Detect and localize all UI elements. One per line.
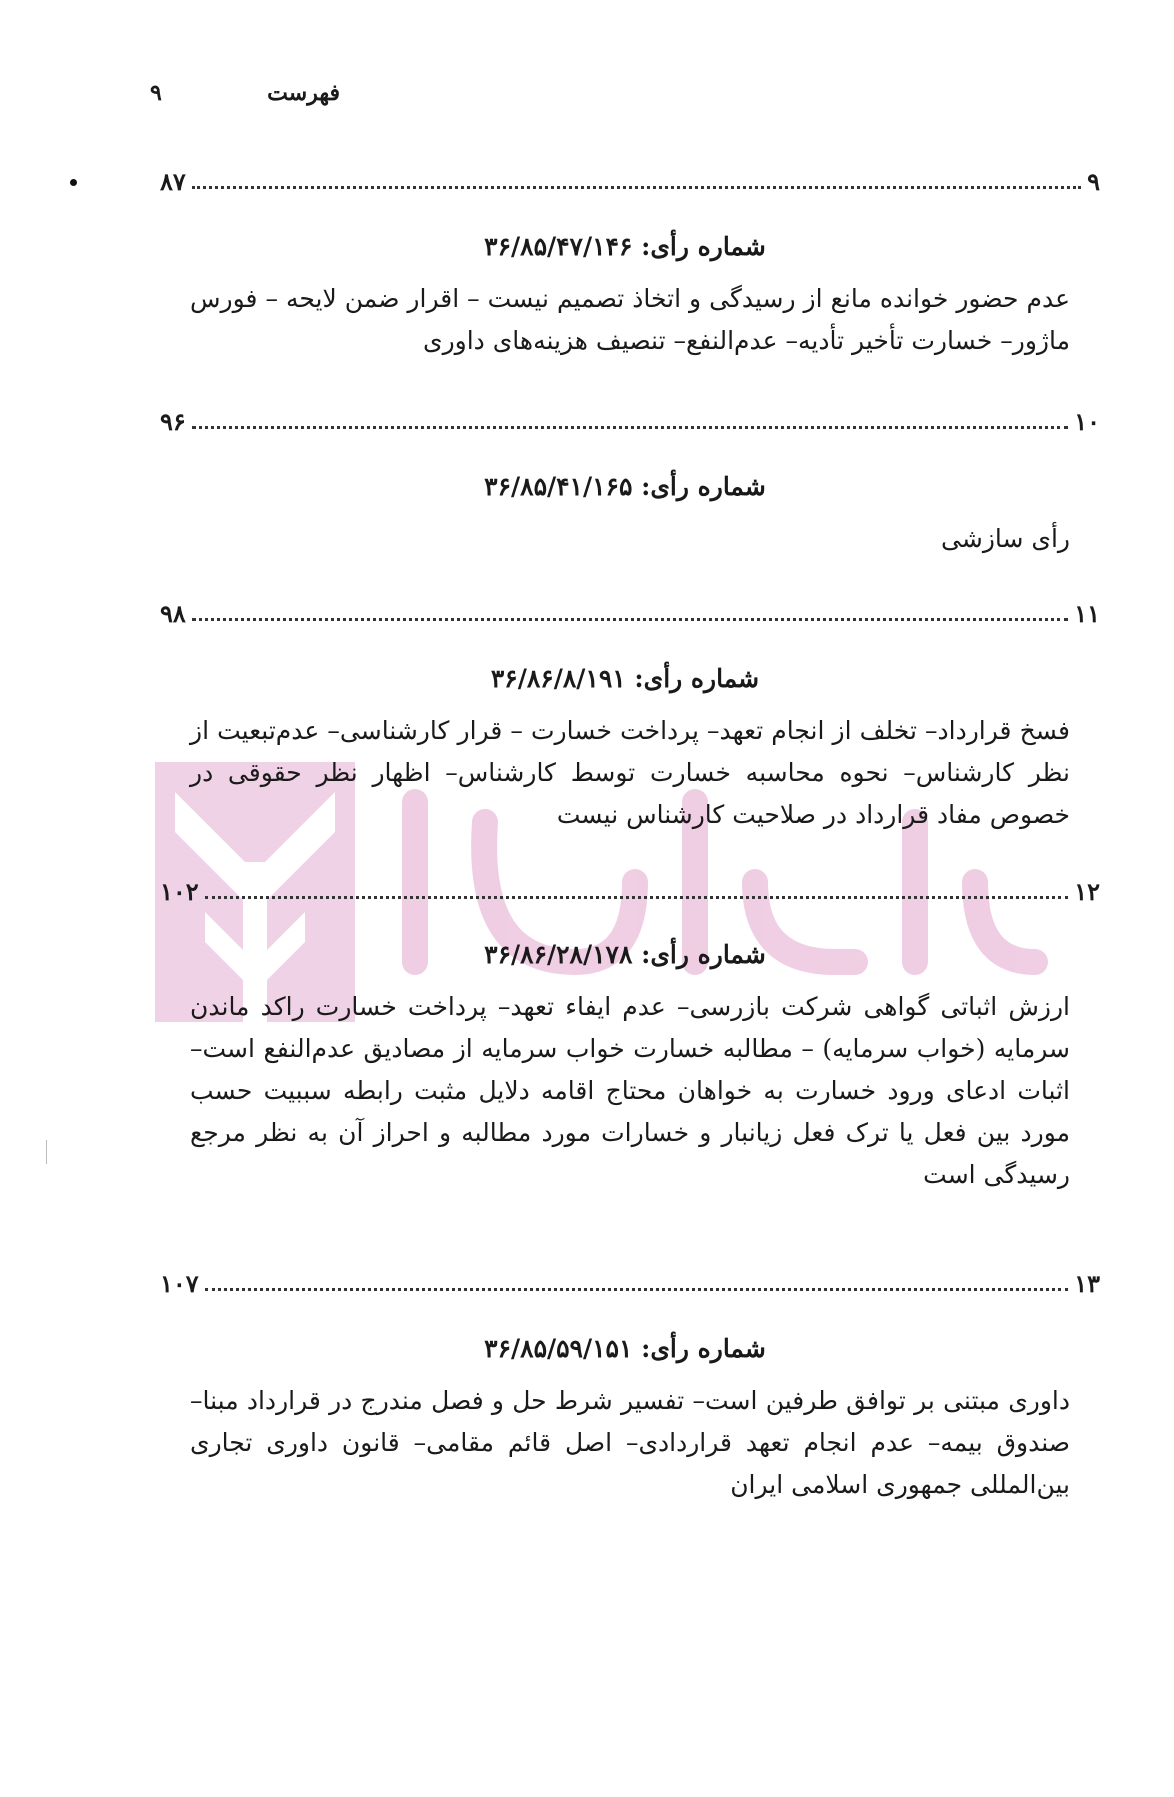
entry-number: ۱۲	[1074, 877, 1100, 906]
ruling-heading	[300, 472, 950, 501]
entry-number: ۱۱	[1074, 599, 1100, 628]
entry-number: ۱۰	[1074, 407, 1100, 436]
entry-number: ۹	[1087, 167, 1100, 196]
ruling-label: شماره رأی:	[641, 940, 766, 969]
ruling-label: شماره رأی:	[641, 1334, 766, 1363]
dot-leader	[192, 618, 1068, 621]
ruling-heading	[300, 664, 950, 693]
dot-leader	[192, 426, 1068, 429]
entry-page: ۱۰۲	[160, 877, 199, 906]
toc-entry-line[interactable]	[160, 870, 1100, 906]
ruling-heading	[300, 940, 950, 969]
entry-page: ۹۶	[160, 407, 186, 436]
margin-dot	[70, 179, 77, 186]
ruling-label: شماره رأی:	[641, 472, 766, 501]
entry-page: ۱۰۷	[160, 1269, 199, 1298]
ruling-description: ارزش اثباتی گواهی شرکت بازرسی– عدم ایفاء تعهد– پرداخت خسارت راکد ماندن سرمایه (خواب سرمایه) – مطالبه خسارت خواب سرمایه از مصادیق عدم‌النفع است– اثبات ادعای ورود خسارت به خواهان محتاج اقامه دلایل مثبت رابطه سببیت حسب مورد بین فعل یا ترک فعل زیانبار و خسارات مورد مطالبه و احراز آن به نظر مرجع رسیدگی است	[190, 992, 1070, 1189]
toc-entry-line[interactable]	[160, 1262, 1100, 1298]
ruling-number: ۳۶/۸۵/۴۱/۱۶۵	[484, 472, 633, 501]
running-head-title: فهرست	[267, 80, 340, 106]
entry-number: ۱۳	[1074, 1269, 1100, 1298]
ruling-label: شماره رأی:	[641, 232, 766, 261]
running-head	[150, 80, 340, 106]
entry-page: ۸۷	[160, 167, 186, 196]
ruling-number: ۳۶/۸۶/۲۸/۱۷۸	[484, 940, 633, 969]
toc-entry-line[interactable]	[160, 400, 1100, 436]
dot-leader	[205, 1288, 1069, 1291]
ruling-number: ۳۶/۸۶/۸/۱۹۱	[490, 664, 626, 693]
ruling-heading	[300, 1334, 950, 1363]
ruling-number: ۳۶/۸۵/۴۷/۱۴۶	[484, 232, 633, 261]
dot-leader	[205, 896, 1069, 899]
ruling-heading	[300, 232, 950, 261]
toc-entry-line[interactable]	[160, 592, 1100, 628]
ruling-description: عدم حضور خوانده مانع از رسیدگی و اتخاذ تصمیم نیست – اقرار ضمن لایحه – فورس ماژور– خسارت تأخیر تأدیه– عدم‌النفع– تنصیف هزینه‌های داوری	[190, 284, 1070, 355]
dot-leader	[192, 186, 1081, 189]
ruling-description: فسخ قرارداد– تخلف از انجام تعهد– پرداخت خسارت – قرار کارشناسی– عدم‌تبعیت از نظر کارشناس– نحوه محاسبه خسارت توسط کارشناس– اظهار نظر حقوقی در خصوص مفاد قرارداد در صلاحیت کارشناس نیست	[190, 716, 1070, 829]
ruling-description: داوری مبتنی بر توافق طرفین است– تفسیر شرط حل و فصل مندرج در قرارداد مبنا– صندوق بیمه– عدم انجام تعهد قراردادی– اصل قائم مقامی– قانون داوری تجاری بین‌المللی جمهوری اسلامی ایران	[190, 1386, 1070, 1499]
entry-page: ۹۸	[160, 599, 186, 628]
ruling-description: رأی سازشی	[941, 524, 1070, 553]
ruling-number: ۳۶/۸۵/۵۹/۱۵۱	[484, 1334, 633, 1363]
ruling-label: شماره رأی:	[634, 664, 760, 693]
margin-tick	[46, 1140, 47, 1164]
toc-entry-line[interactable]	[160, 160, 1100, 196]
running-head-page-number: ۹	[150, 80, 162, 106]
